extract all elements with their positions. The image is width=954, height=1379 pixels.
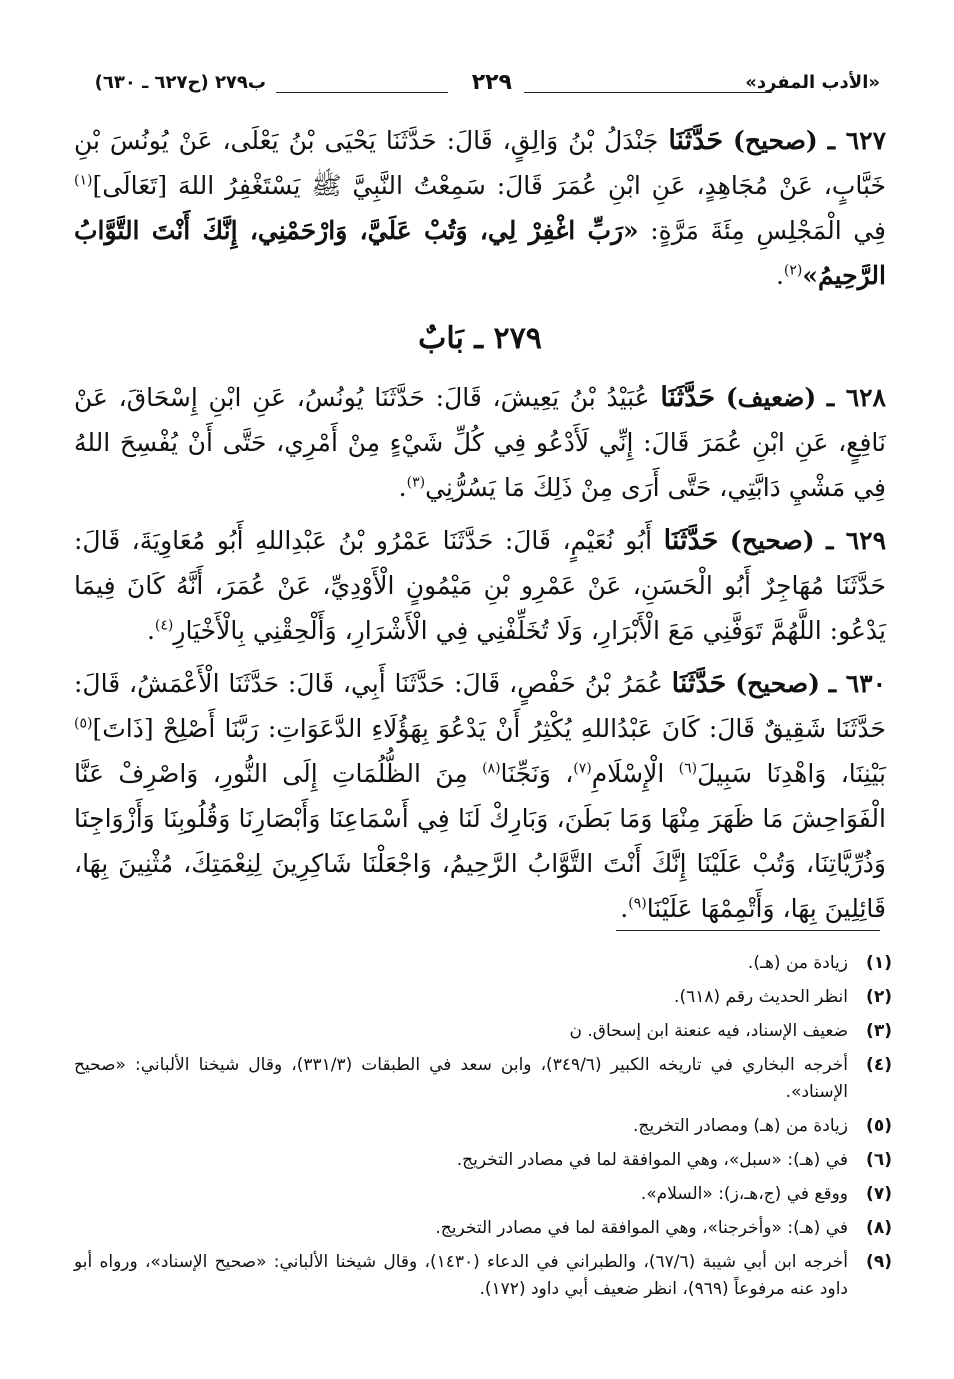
hadith-628 [74,375,886,510]
footnote-text: انظر الحديث رقم (٦١٨). [674,987,848,1007]
footnote-number: (٦) [866,1150,892,1170]
hadith-text: الْإِسْلَامِ [591,759,665,788]
footnote-text: أخرجه ابن أبي شيبة (٦٧/٦)، والطبراني في الدعاء (١٤٣٠)، وقال شيخنا الألباني: «صحيح الإسناد»، ورواه أبو داود عنه مرفوعاً (٩٦٩)، انظر ضعيف أبي داود (١٧٢). [74,1252,848,1299]
footnote-item [74,1249,892,1303]
hadith-text: بَيْنِنَا، وَاهْدِنَا سَبِيلَ [697,759,886,788]
hadith-grade: (صحيح) [729,526,815,555]
footnotes [74,950,892,1310]
footnote-text: ضعيف الإسناد، فيه عنعنة ابن إسحاق. ن [569,1021,848,1041]
end-dot: . [146,616,155,645]
footnote-ref: (٢) [783,262,803,279]
header-rule-left [276,92,448,93]
hadith-grade: (صحيح) [735,669,820,698]
chapter-title: ٢٧٩ ـ بَابٌ [418,321,542,356]
footnote-separator [616,930,880,931]
hadith-629 [74,518,886,653]
hadith-number: ٦٢٧ ـ [827,126,887,155]
footnote-text: ووقع في (ج،هـ،ز): «السلام». [640,1184,848,1204]
footnote-item [74,1018,892,1045]
footnote-item [74,1113,892,1140]
footnote-text: أخرجه البخاري في تاريخه الكبير (٣٤٩/٦)، وابن سعد في الطبقات (٣٣١/٣)، وقال شيخنا الألباني: «صحيح الإسناد». [74,1055,848,1102]
hadith-630 [74,661,886,931]
hadith-text: مِنَ الظُّلُمَاتِ إِلَى النُّورِ، وَاصْرِفْ عَنَّا الْفَوَاحِشَ مَا ظَهَرَ مِنْهَا وَمَا بَطَنَ، وَبَارِكْ لَنَا فِي أَسْمَاعِنَا وَأَبْصَارِنَا وَقُلُوبِنَا وَأَزْوَاجِنَا وَذُرِّيَّاتِنَا، وَتُبْ عَلَيْنَا إِنَّكَ أَنْتَ التَّوَّابُ الرَّحِيمُ، وَاجْعَلْنَا شَاكِرِينَ لِنِعْمَتِكَ، مُثْنِينَ بِهَا، قَائِلِينَ بِهَا، وَأَتْمِمْهَا عَلَيْنَا [74,759,886,923]
end-dot: . [398,473,407,502]
hadith-text: جَنْدَلُ بْنُ وَالِقٍ، قَالَ: حَدَّثَنَا يَحْيَى بْنُ يَعْلَى، عَنْ يُونُسَ بْنِ خَبَّابٍ، عَنْ مُجَاهِدٍ، عَنِ ابْنِ عُمَرَ قَالَ: سَمِعْتُ النَّبِيَّ ﷺ يَسْتَغْفِرُ اللهَ [تَعَالَى] [74,126,886,200]
footnote-number: (٤) [866,1055,892,1075]
footnote-text: في (هـ): «وأخرجنا»، وهي الموافقة لما في مصادر التخريج. [435,1218,848,1238]
haddathana-word: حَدَّثَنَا [660,382,716,413]
hadith-number: ٦٢٩ ـ [826,526,887,555]
book-title: «الأدب المفرد» [745,72,880,93]
footnote-item [74,1147,892,1174]
hadith-text: عُبَيْدُ بْنُ يَعِيشَ، قَالَ: حَدَّثَنَا يُونُسُ، عَنِ ابْنِ إِسْحَاقَ، عَنْ نَافِعٍ، عَنِ ابْنِ عُمَرَ قَالَ: إِنِّي لَأَدْعُو فِي كُلِّ شَيْءٍ مِنْ أَمْرِي، حَتَّى أَنْ يُفْسِحَ اللهُ فِي مَشْيِ دَابَّتِي، حَتَّى أَرَى مِنْ ذَلِكَ مَا يَسُرُّنِي [74,383,886,502]
footnote-ref: (٧) [573,760,592,777]
dua-text: «رَبِّ اغْفِرْ لِي، وَتُبْ عَلَيَّ، وَارْحَمْنِي، إِنَّكَ أَنْتَ التَّوَّابُ الرَّحِيمُ» [74,216,886,290]
header-rule-right [524,92,772,93]
hadith-grade: (ضعيف) [725,383,817,412]
footnote-ref: (٨) [482,760,501,777]
footnote-text: في (هـ): «سبل»، وهي الموافقة لما في مصادر التخريج. [456,1150,848,1170]
hadith-text: ، وَنَجِّنَا [500,759,574,788]
footnote-ref: (٤) [154,617,174,634]
hadith-grade: (صحيح) [733,126,818,155]
header-range: ب٢٧٩ (ح٦٢٧ ـ ٦٣٠) [94,72,266,93]
haddathana-word: حَدَّثَنَا [663,525,719,556]
hadith-number: ٦٣٠ ـ [828,669,887,698]
footnote-ref: (٣) [406,474,426,491]
footnote-text: زيادة من (هـ) ومصادر التخريج. [633,1116,848,1136]
footnote-number: (٥) [866,1116,892,1136]
footnote-number: (٢) [866,987,892,1007]
hadith-627 [74,118,886,298]
footnote-ref: (٦) [678,760,698,777]
footnote-item [74,1215,892,1242]
footnote-ref: (٥) [74,715,93,732]
footnote-item [74,1052,892,1106]
footnote-item [74,950,892,977]
footnote-number: (٨) [866,1218,892,1238]
hadith-text: أَبُو نُعَيْمٍ، قَالَ: حَدَّثَنَا عَمْرُو بْنُ عَبْدِاللهِ أَبُو مُعَاوِيَةَ، قَالَ: حَدَّثَنَا مُهَاجِرٌ أَبُو الْحَسَنِ، عَنْ عَمْرِو بْنِ مَيْمُونٍ الْأَوْدِيِّ، عَنْ عُمَرَ، أَنَّهُ كَانَ فِيمَا يَدْعُو: اللَّهُمَّ تَوَفَّنِي مَعَ الْأَبْرَارِ، وَلَا تُخَلِّفْنِي فِي الْأَشْرَارِ، وَأَلْحِقْنِي بِالْأَخْيَارِ [74,526,886,645]
end-dot: . [775,261,784,290]
footnote-item [74,1181,892,1208]
footnote-item [74,984,892,1011]
footnote-number: (٣) [866,1021,892,1041]
footnote-number: (٧) [866,1184,892,1204]
footnote-number: (٩) [866,1252,892,1272]
main-text [74,118,886,939]
hadith-text: عُمَرُ بْنُ حَفْصٍ، قَالَ: حَدَّثَنَا أَبِي، قَالَ: حَدَّثَنَا الْأَعْمَشُ، قَالَ: حَدَّثَنَا شَقِيقٌ قَالَ: كَانَ عَبْدُاللهِ يُكْثِرُ أَنْ يَدْعُوَ بِهَؤُلَاءِ الدَّعَوَاتِ: رَبَّنَا أَصْلِحْ [ذَاتَ] [74,669,886,743]
footnote-ref: (١) [74,172,93,189]
page-header [80,70,880,110]
end-dot: . [620,894,629,923]
footnote-ref: (٩) [628,895,647,912]
page-number: ٢٢٩ [471,70,512,95]
footnote-text: زيادة من (هـ). [747,953,848,973]
haddathana-word: حَدَّثَنَا [668,125,724,156]
haddathana-word: حَدَّثَنَا [671,668,727,699]
hadith-number: ٦٢٨ ـ [826,383,886,412]
footnote-number: (١) [866,953,892,973]
hadith-text: فِي الْمَجْلِسِ مِئَةَ مَرَّةٍ: [650,216,886,245]
